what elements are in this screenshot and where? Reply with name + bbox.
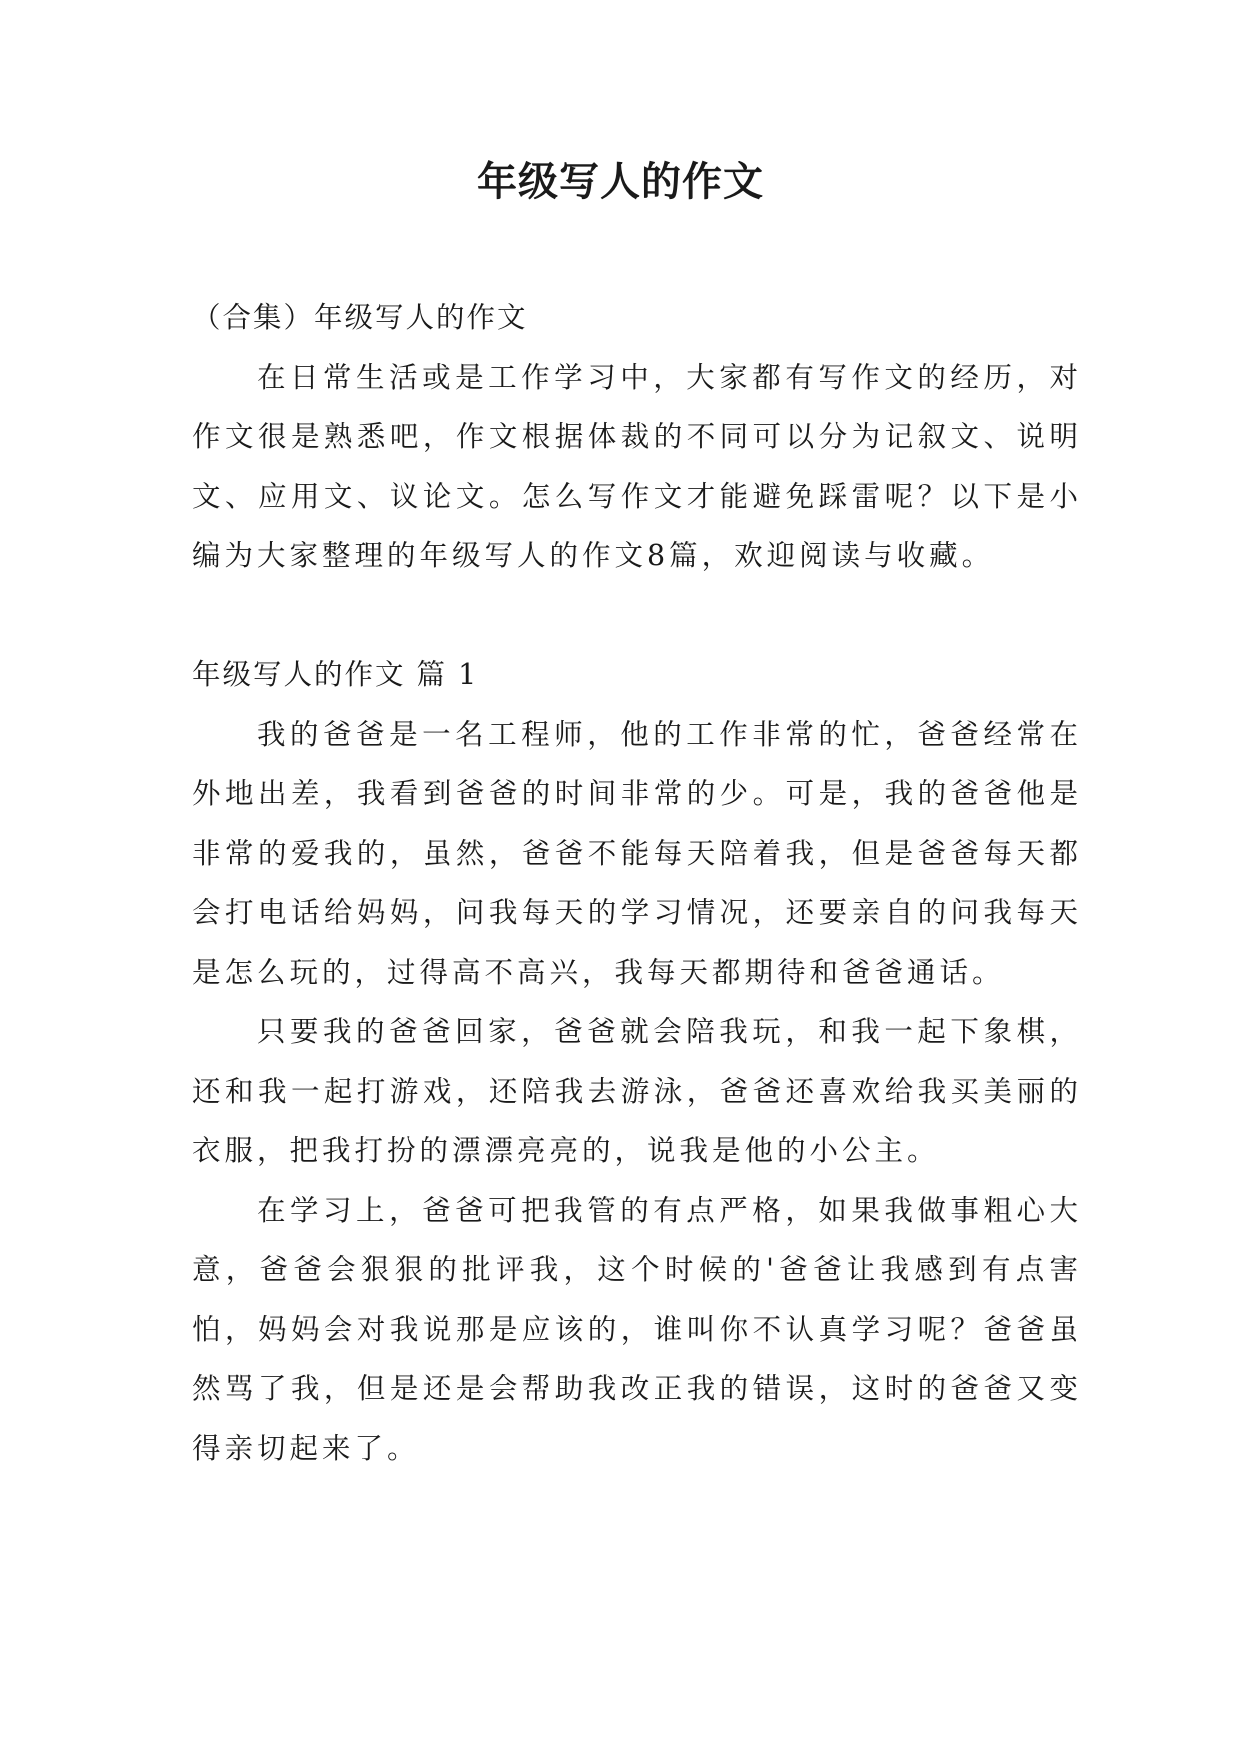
section-heading: 年级写人的作文 篇 1 [192,658,479,691]
document-subtitle: （合集）年级写人的作文 [192,301,528,334]
document-body [192,288,1082,1478]
section-spacer [192,586,1082,646]
body-paragraph-2: 只要我的爸爸回家，爸爸就会陪我玩，和我一起下象棋，还和我一起打游戏，还陪我去游泳，爸爸还喜欢给我买美丽的衣服，把我打扮的漂漂亮亮的，说我是他的小公主。 [192,1015,1082,1167]
body-paragraph-1: 我的爸爸是一名工程师，他的工作非常的忙，爸爸经常在外地出差，我看到爸爸的时间非常的少。可是，我的爸爸他是非常的爱我的，虽然，爸爸不能每天陪着我，但是爸爸每天都会打电话给妈妈，问我每天的学习情况，还要亲自的问我每天是怎么玩的，过得高不高兴，我每天都期待和爸爸通话。 [192,717,1082,989]
body-paragraph-3: 在学习上，爸爸可把我管的有点严格，如果我做事粗心大意，爸爸会狠狠的批评我，这个时候的'爸爸让我感到有点害怕，妈妈会对我说那是应该的，谁叫你不认真学习呢？爸爸虽然骂了我，但是还是会帮助我改正我的错误，这时的爸爸又变得亲切起来了。 [192,1193,1082,1465]
document-title: 年级写人的作文 [477,158,764,205]
intro-paragraph: 在日常生活或是工作学习中，大家都有写作文的经历，对作文很是熟悉吧，作文根据体裁的不同可以分为记叙文、说明文、应用文、议论文。怎么写作文才能避免踩雷呢？以下是小编为大家整理的年级写人的作文8篇，欢迎阅读与收藏。 [192,360,1082,572]
